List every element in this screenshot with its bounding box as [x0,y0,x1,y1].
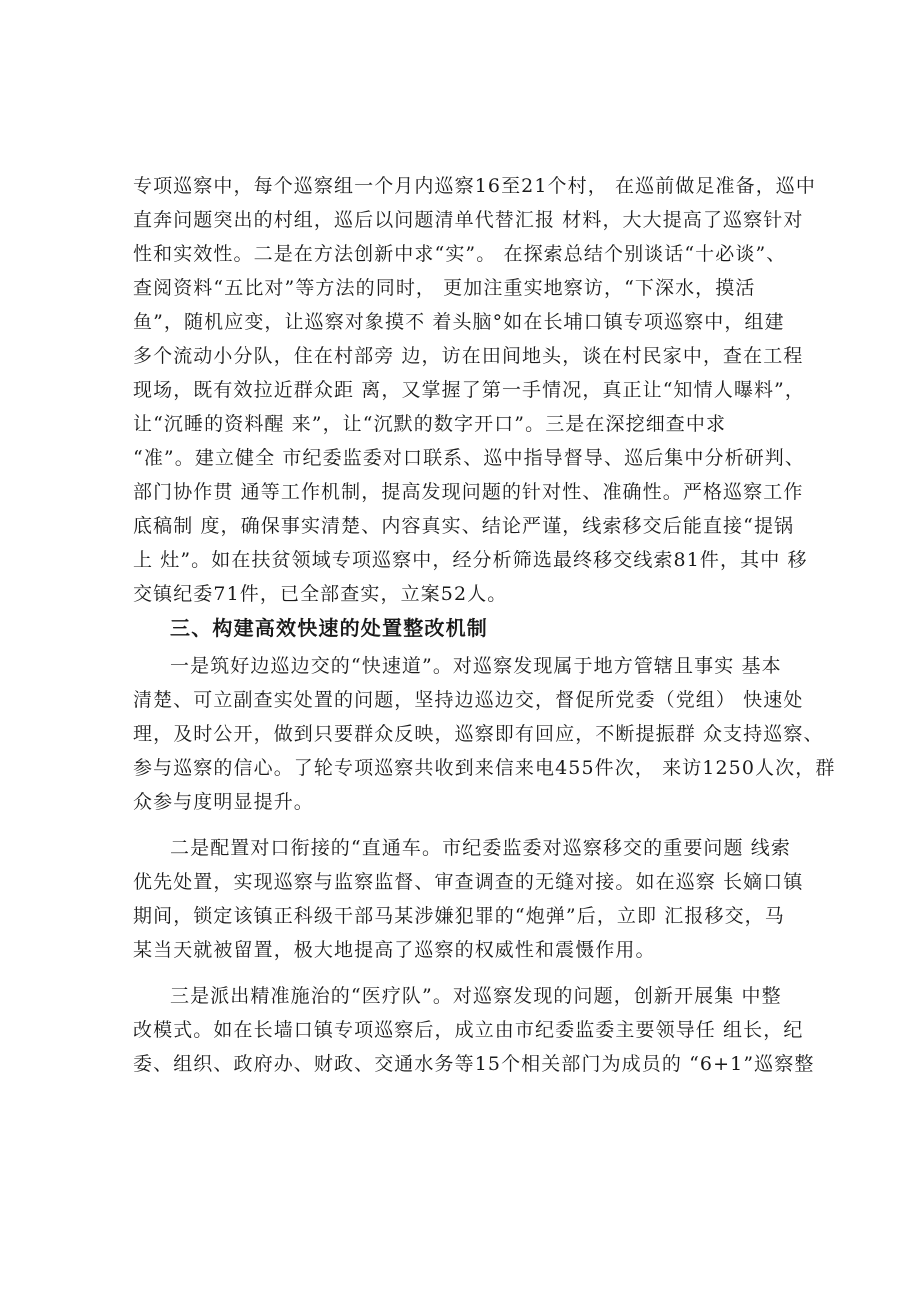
paragraph-4-line-1: 三是派出精准施治的“医疗队”。对巡察发现的问题，创新开展集 中整 [170,985,782,1007]
paragraph-1-line-5: 鱼”，随机应变，让巡察对象摸不 着头脑°如在长埔口镇专项巡察中，组建 [133,311,785,333]
paragraph-1-line-2: 直奔问题突出的村组，巡后以问题清单代替汇报 材料，大大提高了巡察针对 [133,209,804,231]
paragraph-1-line-7: 现场，既有效拉近群众距 离，又掌握了第一手情况，真正让“知情人曝料”， [133,379,805,401]
paragraph-1-line-3: 性和实效性。二是在方法创新中求“实”。 在探索总结个别谈话“十必谈”、 [133,243,787,265]
paragraph-2-line-5: 众参与度明显提升。 [133,791,314,813]
paragraph-1-line-10: 部门协作贯 通等工作机制，提高发现问题的针对性、准确性。严格巡察工作 [133,481,804,503]
paragraph-3-line-1: 二是配置对口衔接的“直通车。市纪委监委对巡察移交的重要问题 线索 [170,837,791,859]
paragraph-1-line-1: 专项巡察中，每个巡察组一个月内巡察16至21个村， 在巡前做足准备，巡中 [133,175,816,197]
paragraph-2-line-2: 清楚、可立副查实处置的问题，坚持边巡边交，督促所党委（党组） 快速处 [133,689,804,711]
paragraph-4-line-3: 委、组织、政府办、财政、交通水务等15个相关部门为成员的 “6+1”巡察整 [133,1053,815,1075]
paragraph-3-line-3: 期间，锁定该镇正科级干部马某涉嫌犯罪的“炮弹”后，立即 汇报移交，马 [133,905,785,927]
paragraph-3-line-2: 优先处置，实现巡察与监察监督、审查调查的无缝对接。如在巡察 长嫡口镇 [133,871,804,893]
paragraph-1-line-8: 让“沉睡的资料醒 来”，让“沉默的数字开口”。三是在深挖细查中求 [133,413,727,435]
paragraph-1-line-12: 上 灶”。如在扶贫领域专项巡察中，经分析筛选最终移交线索81件，其中 移 [133,549,808,571]
paragraph-1-line-6: 多个流动小分队，住在村部旁 边，访在田间地头，谈在村民家中，查在工程 [133,345,804,367]
section-heading: 三、构建高效快速的处置整改机制 [170,616,488,640]
paragraph-1-line-9: “准”。建立健全 市纪委监委对口联系、巡中指导督导、巡后集中分析研判、 [133,447,805,469]
paragraph-1-line-4: 查阅资料“五比对”等方法的同时， 更加注重实地察访，“下深水，摸活 [133,277,756,299]
paragraph-1-line-13: 交镇纪委71件，已全部查实，立案52人。 [133,583,508,605]
paragraph-1-line-11: 底稿制 度，确保事实清楚、内容真实、结论严谨，线索移交后能直接“提锅 [133,515,795,537]
paragraph-3-line-4: 某当天就被留置，极大地提高了巡察的权威性和震慑作用。 [133,939,656,961]
paragraph-2-line-4: 参与巡察的信心。了轮专项巡察共收到来信来电455件次， 来访1250人次，群 [133,757,836,779]
paragraph-2-line-1: 一是筑好边巡边交的“快速道”。对巡察发现属于地方管辖且事实 基本 [170,655,782,677]
paragraph-4-line-2: 改模式。如在长墙口镇专项巡察后，成立由市纪委监委主要领导任 组长，纪 [133,1019,804,1041]
paragraph-2-line-3: 理，及时公开，做到只要群众反映，巡察即有回应，不断提振群 众支持巡察、 [133,723,824,745]
